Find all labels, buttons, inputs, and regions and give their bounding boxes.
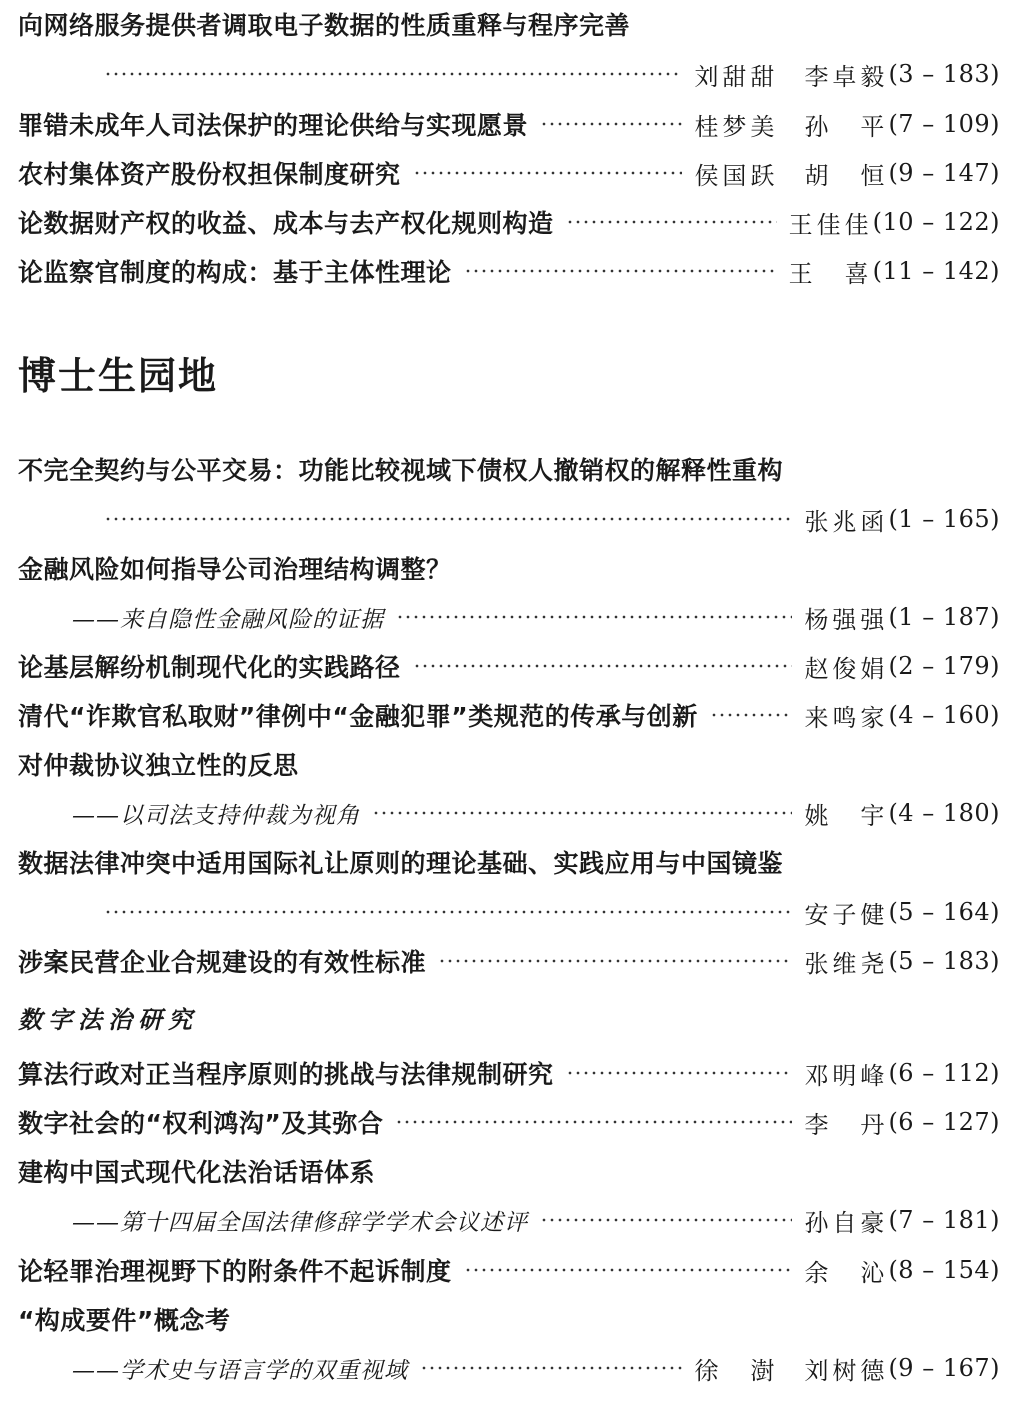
toc-entry-subtitle-line bbox=[72, 1348, 1000, 1388]
entry-author: 张维尧 bbox=[804, 949, 889, 978]
leader-dots bbox=[438, 949, 792, 973]
leader-dots bbox=[104, 900, 792, 924]
entry-title: 论基层解纷机制现代化的实践路径 bbox=[18, 653, 401, 682]
entry-title: 数据法律冲突中适用国际礼让原则的理论基础、实践应用与中国镜鉴 bbox=[18, 849, 784, 878]
leader-dots bbox=[420, 1356, 682, 1380]
entry-author: 邓明峰 bbox=[804, 1061, 889, 1090]
entry-subtitle: ——第十四届全国法律修辞学学术会议述评 bbox=[72, 1209, 528, 1236]
entry-citation: (4 – 180) bbox=[888, 799, 1000, 827]
leader-dots bbox=[104, 62, 682, 86]
entry-citation: (7 – 109) bbox=[888, 110, 1000, 138]
entry-subtitle: ——学术史与语言学的双重视域 bbox=[72, 1357, 408, 1384]
entry-author: 王佳佳 bbox=[788, 210, 873, 239]
entry-citation: (6 – 127) bbox=[888, 1108, 1000, 1136]
entry-author: 李 丹 bbox=[804, 1110, 889, 1139]
entry-author: 胡 恒 bbox=[804, 161, 889, 190]
entry-author: 赵俊娟 bbox=[804, 654, 889, 683]
entry-author: 徐 澍 bbox=[694, 1356, 779, 1385]
entry-title: 金融风险如何指导公司治理结构调整？ bbox=[18, 555, 452, 584]
toc-entry bbox=[18, 695, 1000, 735]
entry-author: 侯国跃 bbox=[694, 161, 779, 190]
entry-citation: (9 – 147) bbox=[888, 159, 1000, 187]
entry-title: 对仲裁协议独立性的反思 bbox=[18, 751, 299, 780]
leader-dots bbox=[540, 1208, 792, 1232]
toc-entry bbox=[18, 1250, 1000, 1290]
toc-entry bbox=[18, 202, 1000, 242]
leader-dots bbox=[104, 507, 792, 531]
toc-entry bbox=[18, 153, 1000, 193]
entry-citation: (1 – 187) bbox=[888, 603, 1000, 631]
entry-citation: (2 – 179) bbox=[888, 652, 1000, 680]
toc-entry-subtitle-line bbox=[72, 793, 1000, 833]
entry-citation: (7 – 181) bbox=[888, 1206, 1000, 1234]
entry-title: 罪错未成年人司法保护的理论供给与实现愿景 bbox=[18, 111, 529, 140]
leader-dots bbox=[395, 1110, 792, 1134]
entry-title: 论数据财产权的收益、成本与去产权化规则构造 bbox=[18, 209, 554, 238]
leader-dots bbox=[464, 259, 777, 283]
leader-dots bbox=[464, 1258, 793, 1282]
entry-author: 刘甜甜 bbox=[694, 62, 779, 91]
entry-author: 桂梦美 bbox=[694, 112, 779, 141]
entry-title: 向网络服务提供者调取电子数据的性质重释与程序完善 bbox=[18, 11, 631, 40]
entry-citation: (3 – 183) bbox=[888, 60, 1000, 88]
toc-entry bbox=[18, 941, 1000, 981]
entry-author: 来鸣家 bbox=[804, 703, 889, 732]
toc-entry-title-line bbox=[18, 548, 1000, 588]
entry-author: 王 喜 bbox=[788, 259, 873, 288]
toc-entry-leader-line bbox=[92, 892, 1000, 932]
entry-author: 余 沁 bbox=[804, 1258, 889, 1287]
toc-entry-leader-line bbox=[92, 499, 1000, 539]
toc-entry bbox=[18, 1053, 1000, 1093]
toc-entry bbox=[18, 646, 1000, 686]
entry-citation: (6 – 112) bbox=[888, 1059, 1000, 1087]
leader-dots bbox=[396, 605, 792, 629]
leader-dots bbox=[372, 801, 792, 825]
leader-dots bbox=[413, 161, 683, 185]
entry-citation: (8 – 154) bbox=[888, 1256, 1000, 1284]
toc-entry-title-line bbox=[18, 449, 1000, 489]
entry-subtitle: ——以司法支持仲裁为视角 bbox=[72, 802, 360, 829]
entry-citation: (5 – 164) bbox=[888, 898, 1000, 926]
toc-entry-title-line bbox=[18, 1151, 1000, 1191]
entry-citation: (10 – 122) bbox=[872, 208, 1000, 236]
toc-entry-subtitle-line bbox=[72, 1200, 1000, 1240]
entry-author: 孙 平 bbox=[804, 112, 889, 141]
entry-author: 刘树德 bbox=[804, 1356, 889, 1385]
leader-dots bbox=[540, 112, 682, 136]
toc-entry-title-line bbox=[18, 842, 1000, 882]
entry-citation: (4 – 160) bbox=[888, 701, 1000, 729]
subsection-heading: 数字法治研究 bbox=[18, 1005, 198, 1034]
entry-author: 安子健 bbox=[804, 900, 889, 929]
entry-title: 论轻罪治理视野下的附条件不起诉制度 bbox=[18, 1257, 452, 1286]
entry-title: 数字社会的“权利鸿沟”及其弥合 bbox=[18, 1109, 384, 1138]
entry-author: 姚 宇 bbox=[804, 801, 889, 830]
leader-dots bbox=[413, 654, 793, 678]
entry-author: 杨强强 bbox=[804, 605, 889, 634]
leader-dots bbox=[566, 1061, 793, 1085]
toc-entry bbox=[18, 104, 1000, 144]
toc-entry bbox=[18, 1102, 1000, 1142]
toc-entry-subtitle-line bbox=[72, 597, 1000, 637]
entry-title: 论监察官制度的构成：基于主体性理论 bbox=[18, 258, 452, 287]
entry-title: 建构中国式现代化法治话语体系 bbox=[18, 1158, 376, 1187]
entry-title: 涉案民营企业合规建设的有效性标准 bbox=[18, 948, 427, 977]
leader-dots bbox=[710, 703, 793, 727]
entry-title: 不完全契约与公平交易：功能比较视域下债权人撤销权的解释性重构 bbox=[18, 456, 784, 485]
entry-title: 算法行政对正当程序原则的挑战与法律规制研究 bbox=[18, 1060, 554, 1089]
entry-citation: (9 – 167) bbox=[888, 1354, 1000, 1382]
entry-author: 李卓毅 bbox=[804, 62, 889, 91]
toc-entry-title-line bbox=[18, 1299, 1000, 1339]
entry-author: 张兆函 bbox=[804, 507, 889, 536]
entry-citation: (1 – 165) bbox=[888, 505, 1000, 533]
toc-entry-title-line bbox=[18, 744, 1000, 784]
toc-entry bbox=[18, 251, 1000, 291]
entry-citation: (5 – 183) bbox=[888, 947, 1000, 975]
entry-citation: (11 – 142) bbox=[872, 257, 1000, 285]
leader-dots bbox=[566, 210, 777, 234]
entry-subtitle: ——来自隐性金融风险的证据 bbox=[72, 606, 384, 633]
section-heading: 博士生园地 bbox=[18, 353, 219, 398]
entry-title: “构成要件”概念考 bbox=[18, 1306, 231, 1335]
entry-title: 农村集体资产股份权担保制度研究 bbox=[18, 160, 401, 189]
entry-title: 清代“诈欺官私取财”律例中“金融犯罪”类规范的传承与创新 bbox=[18, 702, 698, 731]
toc-entry-leader-line bbox=[92, 54, 1000, 94]
entry-author: 孙自豪 bbox=[804, 1208, 889, 1237]
toc-entry-title-line bbox=[18, 4, 1000, 44]
